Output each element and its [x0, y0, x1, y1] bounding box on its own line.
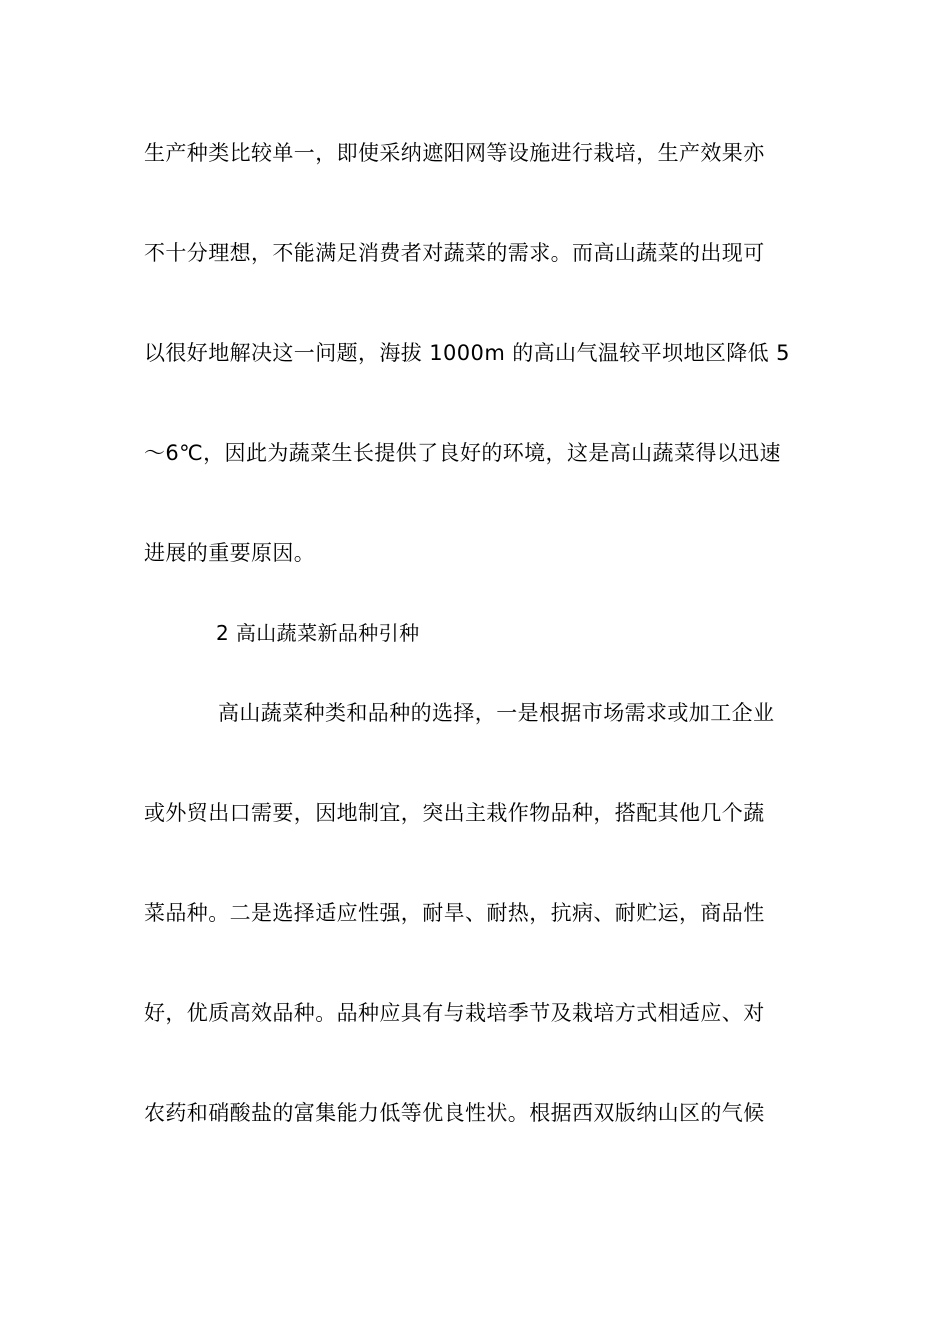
paragraph-1-line-4: ～6℃，因此为蔬菜生长提供了良好的环境，这是高山蔬菜得以迅速 [144, 441, 781, 465]
paragraph-1-line-1: 生产种类比较单一，即使采纳遮阳网等设施进行栽培，生产效果亦 [144, 141, 765, 165]
paragraph-2-line-4: 好，优质高效品种。品种应具有与栽培季节及栽培方式相适应、对 [144, 1001, 765, 1025]
paragraph-2-line-1: 高山蔬菜种类和品种的选择，一是根据市场需求或加工企业 [218, 701, 775, 725]
paragraph-2-line-3: 菜品种。二是选择适应性强，耐旱、耐热，抗病、耐贮运，商品性 [144, 901, 765, 925]
paragraph-1-line-2: 不十分理想，不能满足消费者对蔬菜的需求。而高山蔬菜的出现可 [144, 241, 765, 265]
section-heading: 2 高山蔬菜新品种引种 [216, 621, 420, 645]
paragraph-1-line-3: 以很好地解决这一问题，海拔 1000m 的高山气温较平坝地区降低 5 [144, 341, 790, 365]
paragraph-1-line-5: 进展的重要原因。 [144, 541, 316, 565]
paragraph-2-line-2: 或外贸出口需要，因地制宜，突出主栽作物品种，搭配其他几个蔬 [144, 801, 765, 825]
paragraph-2-line-5: 农药和硝酸盐的富集能力低等优良性状。根据西双版纳山区的气候 [144, 1101, 765, 1125]
